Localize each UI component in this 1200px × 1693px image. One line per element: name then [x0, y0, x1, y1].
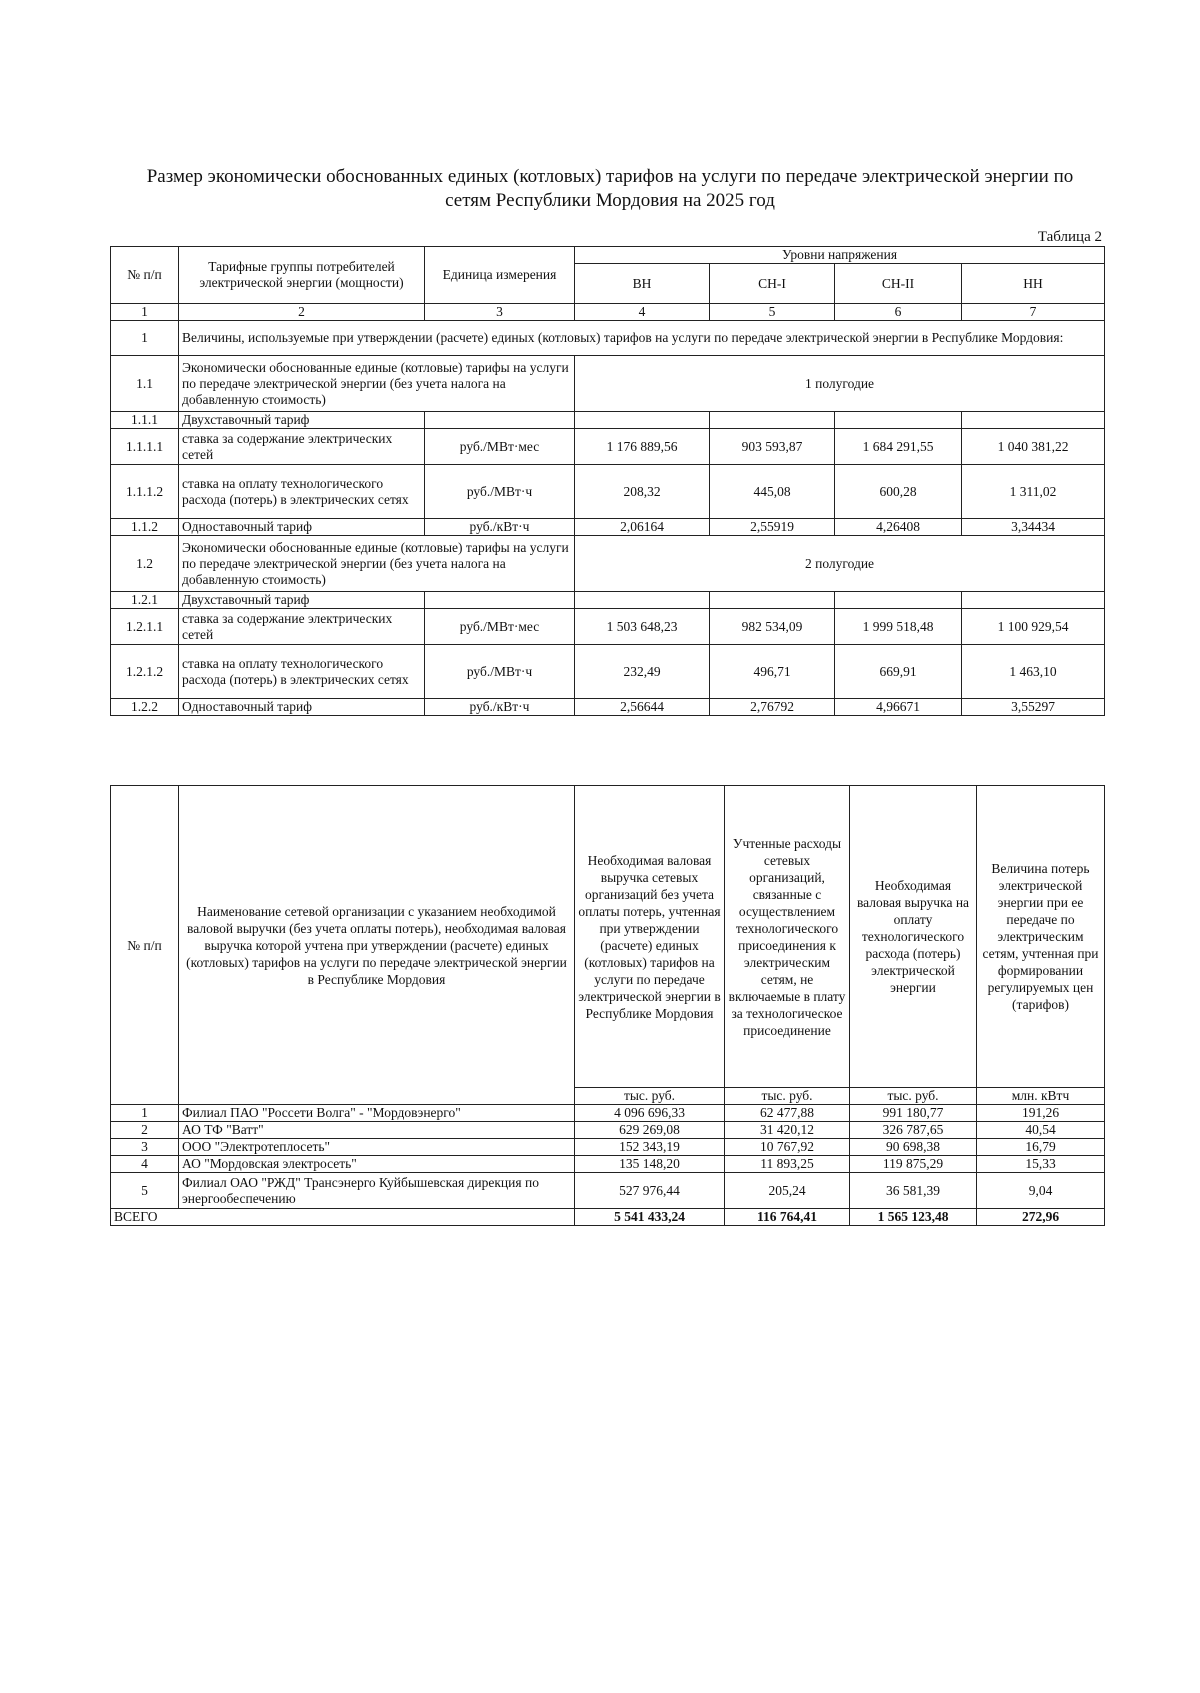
total-row	[111, 1209, 1105, 1226]
title-line-1: Размер экономически обоснованных единых (котловых) тарифов на услуги по передаче электрической энергии по	[146, 166, 1074, 187]
row-text: Экономически обоснованные единые (котловые) тарифы на услуги по передаче электрической энергии (без учета налога на добавленную стоимость)	[179, 536, 575, 592]
value-col1: 4 096 696,33	[575, 1105, 725, 1122]
row-unit: руб./МВт·мес	[425, 609, 575, 645]
value-col1: 629 269,08	[575, 1122, 725, 1139]
header-row-1	[111, 247, 1105, 264]
value-nn: 1 311,02	[962, 465, 1105, 519]
value-nn: 1 463,10	[962, 645, 1105, 699]
table-row	[111, 645, 1105, 699]
table-row	[111, 699, 1105, 716]
value-nn: 1 100 929,54	[962, 609, 1105, 645]
row-num: 1	[111, 321, 179, 356]
value-col4: 15,33	[977, 1156, 1105, 1173]
value-col1: 527 976,44	[575, 1173, 725, 1209]
row-num: 1.1	[111, 356, 179, 412]
row-num: 1.1.1	[111, 412, 179, 429]
value-col4: 191,26	[977, 1105, 1105, 1122]
value-sn1: 903 593,87	[710, 429, 835, 465]
value-col2: 205,24	[725, 1173, 850, 1209]
table-row	[111, 536, 1105, 592]
value-sn1: 2,55919	[710, 519, 835, 536]
header-sn1: СН-I	[710, 264, 835, 304]
value-vn: 208,32	[575, 465, 710, 519]
colnum: 7	[962, 304, 1105, 321]
header-row	[111, 786, 1105, 1088]
row-unit: руб./МВт·ч	[425, 645, 575, 699]
row-num: 4	[111, 1156, 179, 1173]
column-number-row	[111, 304, 1105, 321]
row-num: 1.2.1.2	[111, 645, 179, 699]
value-col4: 40,54	[977, 1122, 1105, 1139]
value-nn: 3,55297	[962, 699, 1105, 716]
org-name: Филиал ОАО "РЖД" Трансэнерго Куйбышевская дирекция по энергообеспечению	[179, 1173, 575, 1209]
row-num: 3	[111, 1139, 179, 1156]
header-unit: Единица измерения	[425, 247, 575, 304]
value-col3: 119 875,29	[850, 1156, 977, 1173]
table-row	[111, 465, 1105, 519]
org-name: Филиал ПАО "Россети Волга" - "Мордовэнерго"	[179, 1105, 575, 1122]
row-num: 1	[111, 1105, 179, 1122]
value-col3: 326 787,65	[850, 1122, 977, 1139]
value-col3: 36 581,39	[850, 1173, 977, 1209]
value-col1: 152 343,19	[575, 1139, 725, 1156]
document-title	[110, 165, 1110, 213]
row-num: 1.1.1.2	[111, 465, 179, 519]
total-col1: 5 541 433,24	[575, 1209, 725, 1226]
colnum: 1	[111, 304, 179, 321]
value-col4: 9,04	[977, 1173, 1105, 1209]
row-text: Величины, используемые при утверждении (расчете) единых (котловых) тарифов на услуги по передаче электрической энергии в Республике Мордовия:	[179, 321, 1105, 356]
unit-col1: тыс. руб.	[575, 1088, 725, 1105]
unit-col2: тыс. руб.	[725, 1088, 850, 1105]
header-vn: ВН	[575, 264, 710, 304]
row-num: 1.2.1.1	[111, 609, 179, 645]
value-vn: 2,06164	[575, 519, 710, 536]
org-name: АО "Мордовская электросеть"	[179, 1156, 575, 1173]
period-label: 2 полугодие	[575, 536, 1105, 592]
value-col2: 10 767,92	[725, 1139, 850, 1156]
value-sn1: 445,08	[710, 465, 835, 519]
colnum: 5	[710, 304, 835, 321]
table-row	[111, 321, 1105, 356]
table-row	[111, 1105, 1105, 1122]
table-row	[111, 519, 1105, 536]
value-nn: 1 040 381,22	[962, 429, 1105, 465]
value-sn2: 1 684 291,55	[835, 429, 962, 465]
colnum: 4	[575, 304, 710, 321]
colnum: 3	[425, 304, 575, 321]
table-row	[111, 1173, 1105, 1209]
header-sn2: СН-II	[835, 264, 962, 304]
row-num: 2	[111, 1122, 179, 1139]
table-label: Таблица 2	[1037, 229, 1102, 245]
row-text: Одноставочный тариф	[179, 699, 425, 716]
row-text: Одноставочный тариф	[179, 519, 425, 536]
title-line-2: сетям Республики Мордовия на 2025 год	[445, 190, 775, 211]
row-unit: руб./кВт·ч	[425, 699, 575, 716]
header-num: № п/п	[111, 247, 179, 304]
unit-col4: млн. кВтч	[977, 1088, 1105, 1105]
row-num: 1.1.2	[111, 519, 179, 536]
colnum: 6	[835, 304, 962, 321]
value-sn1: 496,71	[710, 645, 835, 699]
row-num: 1.2	[111, 536, 179, 592]
tariff-table	[110, 246, 1105, 716]
value-col4: 16,79	[977, 1139, 1105, 1156]
value-sn1: 2,76792	[710, 699, 835, 716]
unit-col3: тыс. руб.	[850, 1088, 977, 1105]
table-row	[111, 1139, 1105, 1156]
value-col3: 991 180,77	[850, 1105, 977, 1122]
row-text: Экономически обоснованные единые (котловые) тарифы на услуги по передаче электрической энергии (без учета налога на добавленную стоимость)	[179, 356, 575, 412]
table-row	[111, 1156, 1105, 1173]
value-sn2: 4,96671	[835, 699, 962, 716]
value-vn: 232,49	[575, 645, 710, 699]
header-col2: Учтенные расходы сетевых организаций, связанные с осуществлением технологического присоединения к электрическим сетям, не включаемые в плату за технологическое присоединение	[725, 786, 850, 1088]
value-sn2: 669,91	[835, 645, 962, 699]
row-text: ставка за содержание электрических сетей	[179, 429, 425, 465]
total-label: ВСЕГО	[111, 1209, 575, 1226]
colnum: 2	[179, 304, 425, 321]
total-col3: 1 565 123,48	[850, 1209, 977, 1226]
row-num: 1.1.1.1	[111, 429, 179, 465]
org-name: ООО "Электротеплосеть"	[179, 1139, 575, 1156]
header-col4: Величина потерь электрической энергии при ее передаче по электрическим сетям, учтенная при формировании регулируемых цен (тарифов)	[977, 786, 1105, 1088]
header-nn: НН	[962, 264, 1105, 304]
table-row	[111, 1122, 1105, 1139]
row-text: Двухставочный тариф	[179, 412, 425, 429]
row-unit: руб./МВт·мес	[425, 429, 575, 465]
value-sn2: 4,26408	[835, 519, 962, 536]
row-unit: руб./кВт·ч	[425, 519, 575, 536]
network-organizations-table	[110, 785, 1105, 1226]
row-unit: руб./МВт·ч	[425, 465, 575, 519]
row-text: ставка на оплату технологического расхода (потерь) в электрических сетях	[179, 465, 425, 519]
value-col1: 135 148,20	[575, 1156, 725, 1173]
header-col1: Необходимая валовая выручка сетевых организаций без учета оплаты потерь, учтенная при утверждении (расчете) единых (котловых) тарифов на услуги по передаче электрической энергии в Республике Мордовия	[575, 786, 725, 1088]
table-row	[111, 592, 1105, 609]
total-col4: 272,96	[977, 1209, 1105, 1226]
period-label: 1 полугодие	[575, 356, 1105, 412]
value-col2: 11 893,25	[725, 1156, 850, 1173]
value-sn2: 1 999 518,48	[835, 609, 962, 645]
row-text: Двухставочный тариф	[179, 592, 425, 609]
row-text: ставка на оплату технологического расхода (потерь) в электрических сетях	[179, 645, 425, 699]
header-num: № п/п	[111, 786, 179, 1105]
value-vn: 1 503 648,23	[575, 609, 710, 645]
header-org: Наименование сетевой организации с указанием необходимой валовой выручки (без учета оплаты потерь), необходимая валовая выручка которой учтена при утверждении (расчете) единых (котловых) тарифов на услуги по передаче электрической энергии в Республике Мордовия	[179, 786, 575, 1105]
org-name: АО ТФ "Ватт"	[179, 1122, 575, 1139]
row-num: 5	[111, 1173, 179, 1209]
header-groups: Тарифные группы потребителей электрической энергии (мощности)	[179, 247, 425, 304]
table-row	[111, 356, 1105, 412]
value-vn: 2,56644	[575, 699, 710, 716]
total-col2: 116 764,41	[725, 1209, 850, 1226]
value-vn: 1 176 889,56	[575, 429, 710, 465]
row-num: 1.2.2	[111, 699, 179, 716]
value-nn: 3,34434	[962, 519, 1105, 536]
header-col3: Необходимая валовая выручка на оплату технологического расхода (потерь) электрической энергии	[850, 786, 977, 1088]
value-sn2: 600,28	[835, 465, 962, 519]
value-col2: 31 420,12	[725, 1122, 850, 1139]
header-levels: Уровни напряжения	[575, 247, 1105, 264]
table-row	[111, 412, 1105, 429]
table-row	[111, 609, 1105, 645]
value-sn1: 982 534,09	[710, 609, 835, 645]
row-text: ставка за содержание электрических сетей	[179, 609, 425, 645]
table-row	[111, 429, 1105, 465]
value-col3: 90 698,38	[850, 1139, 977, 1156]
value-col2: 62 477,88	[725, 1105, 850, 1122]
row-num: 1.2.1	[111, 592, 179, 609]
